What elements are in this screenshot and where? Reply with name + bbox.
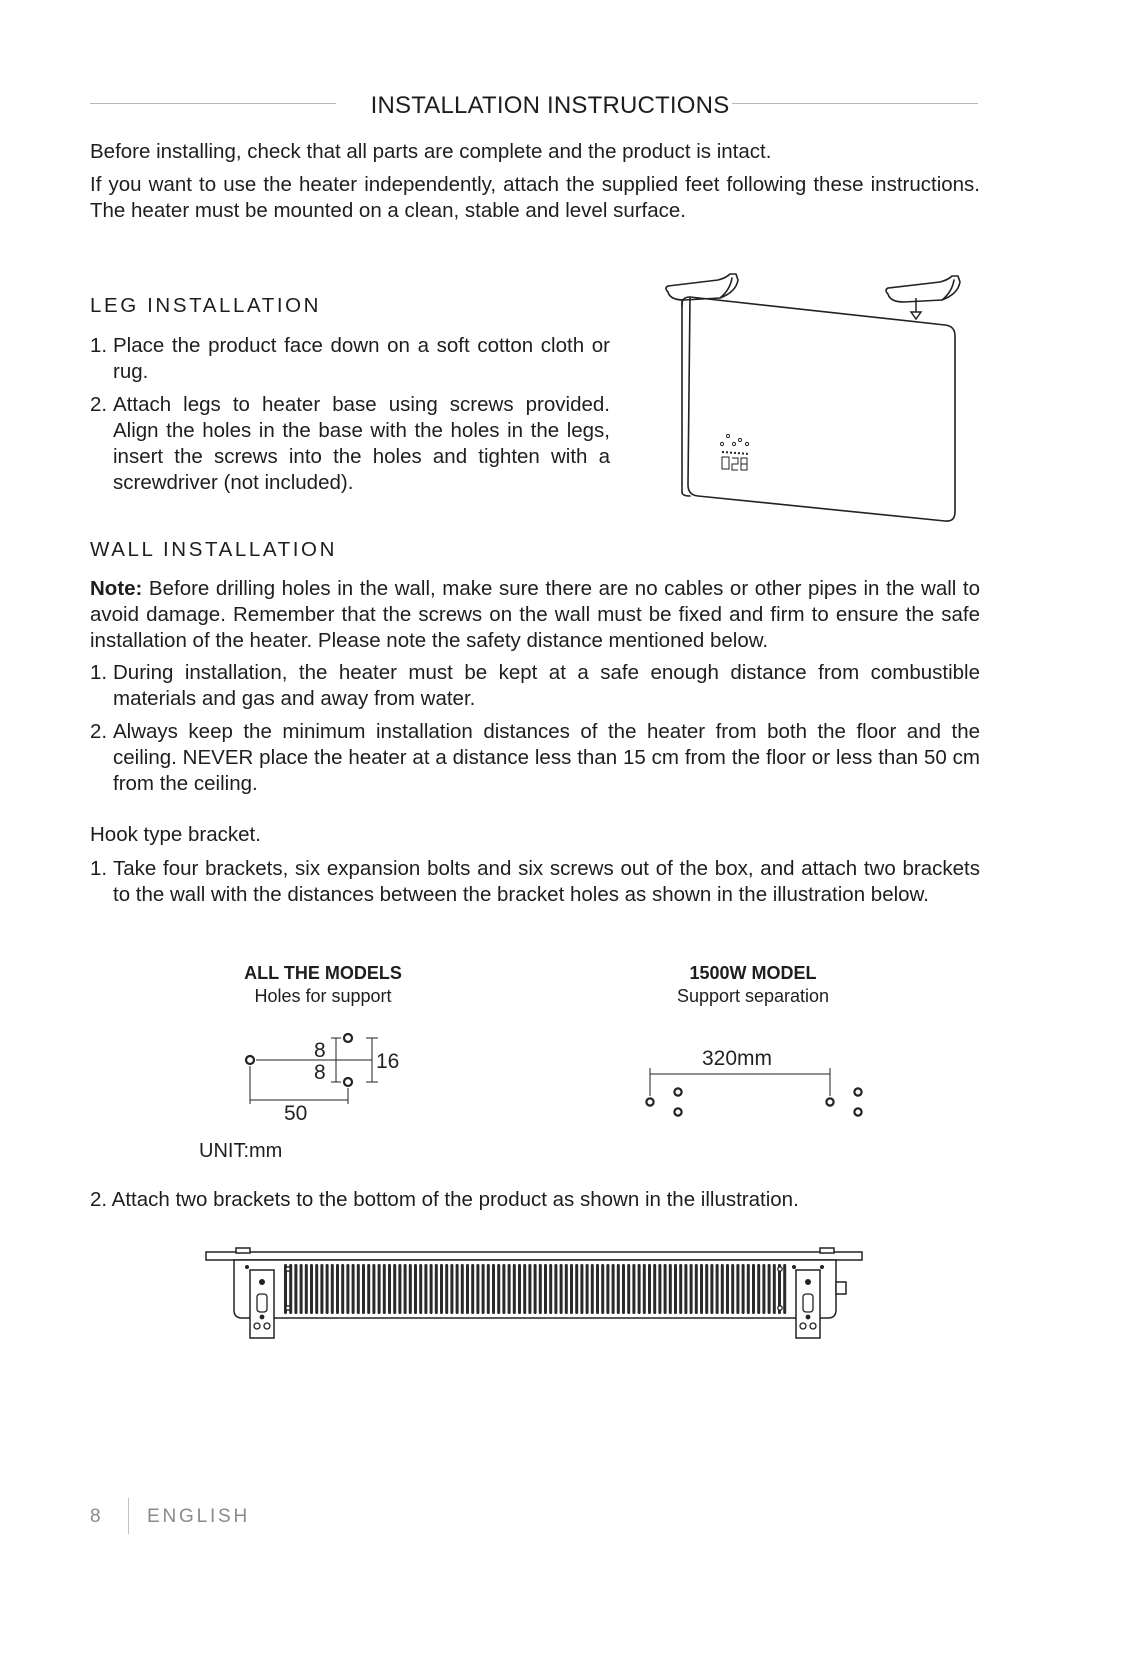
hole (674, 1108, 681, 1115)
vent-slat (352, 1264, 355, 1314)
vent-slat (638, 1264, 641, 1314)
hook-step-2: 2. Attach two brackets to the bottom of the product as shown in the illustration. (90, 1188, 799, 1211)
step-text: Take four brackets, six expansion bolts and six screws out of the box, and attach two brackets to the wall with the distances between the bracket holes as shown in the illustration below. (113, 857, 980, 906)
hole (854, 1088, 861, 1095)
step-number: 2. (90, 720, 108, 743)
note-text: Before drilling holes in the wall, make sure there are no cables or other pipes in the wall to avoid damage. Remember that the screws on the wall must be fixed and firm to ensure the safe installation of the heater. Please note the safety distance mentioned below. (90, 577, 980, 652)
step-number: 2. (90, 393, 108, 416)
hole-left (246, 1056, 254, 1064)
vent-slat (653, 1264, 656, 1314)
vent-slat (643, 1264, 646, 1314)
footer-divider (128, 1498, 129, 1534)
vent-slat (414, 1264, 417, 1314)
leg-steps-list (90, 333, 610, 503)
figure-left-subtitle: Holes for support (254, 986, 392, 1006)
heater-hook-illustration (660, 270, 970, 532)
vent-slat (565, 1264, 568, 1314)
vent-slat (617, 1264, 620, 1314)
vent-slat (305, 1264, 308, 1314)
vent-slat (419, 1264, 422, 1314)
vent-slat (372, 1264, 375, 1314)
vent-slat (580, 1264, 583, 1314)
wall-note (90, 576, 980, 654)
list-item (90, 333, 610, 385)
dim-8-top: 8 (314, 1039, 326, 1062)
vent-slat (560, 1264, 563, 1314)
vent-slat (684, 1264, 687, 1314)
vent-slat (721, 1264, 724, 1314)
vent-slat (742, 1264, 745, 1314)
vent-slat (632, 1264, 635, 1314)
vent-slat (346, 1264, 349, 1314)
heater-bottom-illustration (200, 1242, 870, 1346)
vent-slat (586, 1264, 589, 1314)
vent-slat (492, 1264, 495, 1314)
vent-slat (554, 1264, 557, 1314)
vent-slat (762, 1264, 765, 1314)
figure-right-caption (643, 962, 863, 1008)
vent-slat (424, 1264, 427, 1314)
vent-slat (461, 1264, 464, 1314)
figure-left-title: ALL THE MODELS (244, 963, 402, 983)
vent-slat (664, 1264, 667, 1314)
vent-slat (466, 1264, 469, 1314)
step-text: Place the product face down on a soft cotton cloth or rug. (113, 334, 610, 383)
vent-slat (300, 1264, 303, 1314)
vent-slat (497, 1264, 500, 1314)
hole (826, 1098, 833, 1105)
vent-slat (450, 1264, 453, 1314)
header-rule-left (90, 103, 336, 104)
vent-slat (487, 1264, 490, 1314)
header-rule-right (732, 103, 978, 104)
vent-slat (669, 1264, 672, 1314)
dim-320mm: 320mm (702, 1047, 773, 1070)
vent-slat (679, 1264, 682, 1314)
figure-right-title: 1500W MODEL (689, 963, 817, 983)
control-panel-display (720, 434, 750, 470)
vent-slat (508, 1264, 511, 1314)
vent-slat (404, 1264, 407, 1314)
vent-slat (757, 1264, 760, 1314)
leg-installation-heading: LEG INSTALLATION (90, 294, 322, 317)
vent-slat (674, 1264, 677, 1314)
heater-panel (688, 297, 955, 521)
vent-slat (648, 1264, 651, 1314)
wall-steps-list (90, 660, 980, 804)
vent-slat (591, 1264, 594, 1314)
figure-left-caption (213, 962, 433, 1008)
vent-slat (695, 1264, 698, 1314)
vent-slat (768, 1264, 771, 1314)
vent-slat (310, 1264, 313, 1314)
list-item (90, 719, 980, 797)
intro-paragraph-1: Before installing, check that all parts are complete and the product is intact. (90, 140, 772, 163)
vent-slat (367, 1264, 370, 1314)
hook-steps-list (90, 856, 980, 915)
vent-slat (606, 1264, 609, 1314)
vent-slat (622, 1264, 625, 1314)
vent-slat (398, 1264, 401, 1314)
hole (674, 1088, 681, 1095)
hole (854, 1108, 861, 1115)
hole-bottom (344, 1078, 352, 1086)
vent-slat (320, 1264, 323, 1314)
vent-slat (601, 1264, 604, 1314)
wall-installation-heading: WALL INSTALLATION (90, 538, 337, 561)
vent-slat (362, 1264, 365, 1314)
vent-slat (523, 1264, 526, 1314)
vent-slat (388, 1264, 391, 1314)
vent-slat (435, 1264, 438, 1314)
page-title: INSTALLATION INSTRUCTIONS (370, 92, 730, 119)
footer-language: ENGLISH (147, 1506, 251, 1527)
support-separation-diagram (636, 1040, 876, 1130)
holes-diagram (238, 1028, 408, 1128)
vent-slat (539, 1264, 542, 1314)
left-hook (666, 274, 738, 300)
vent-slat (747, 1264, 750, 1314)
list-item (90, 856, 980, 908)
vent-slat (544, 1264, 547, 1314)
vent-slat (700, 1264, 703, 1314)
vent-slat (518, 1264, 521, 1314)
vent-grille (284, 1264, 786, 1314)
step-text: Always keep the minimum installation distances of the heater from both the floor and the ceiling. NEVER place the heater at a distance less than 15 cm from the floor or less than 50 cm from the ceiling. (113, 720, 980, 795)
vent-slat (471, 1264, 474, 1314)
note-label: Note: (90, 577, 143, 600)
vent-slat (445, 1264, 448, 1314)
list-item (90, 392, 610, 496)
vent-slat (596, 1264, 599, 1314)
vent-slat (773, 1264, 776, 1314)
vent-slat (690, 1264, 693, 1314)
hook-bracket-intro: Hook type bracket. (90, 823, 261, 846)
vent-slat (331, 1264, 334, 1314)
list-item (90, 660, 980, 712)
page-number: 8 (90, 1506, 102, 1527)
vent-slat (783, 1264, 786, 1314)
step-number: 1. (90, 857, 108, 880)
vent-slat (534, 1264, 537, 1314)
vent-slat (341, 1264, 344, 1314)
vent-slat (294, 1264, 297, 1314)
figure-right-subtitle: Support separation (676, 986, 830, 1006)
step-number: 1. (90, 661, 108, 684)
vent-slat (502, 1264, 505, 1314)
step-text: During installation, the heater must be kept at a safe enough distance from combustible materials and gas and away from water. (113, 661, 980, 710)
vent-slat (736, 1264, 739, 1314)
right-hook (886, 276, 960, 302)
vent-slat (731, 1264, 734, 1314)
vent-slat (658, 1264, 661, 1314)
vent-slat (378, 1264, 381, 1314)
unit-label: UNIT:mm (199, 1140, 283, 1162)
hole-top (344, 1034, 352, 1042)
vent-slat (482, 1264, 485, 1314)
vent-slat (752, 1264, 755, 1314)
vent-slat (575, 1264, 578, 1314)
vent-slat (383, 1264, 386, 1314)
vent-slat (315, 1264, 318, 1314)
vent-slat (726, 1264, 729, 1314)
step-number: 1. (90, 334, 108, 357)
vent-slat (440, 1264, 443, 1314)
step-text: Attach legs to heater base using screws provided. Align the holes in the base with the holes in the legs, insert the screws into the holes and tighten with a screwdriver (not included). (113, 393, 610, 494)
vent-slat (336, 1264, 339, 1314)
vent-slat (357, 1264, 360, 1314)
vent-slat (456, 1264, 459, 1314)
dim-50: 50 (284, 1102, 308, 1125)
vent-slat (549, 1264, 552, 1314)
vent-slat (627, 1264, 630, 1314)
intro-paragraph-2: If you want to use the heater independently, attach the supplied feet following these instructions. The heater must be mounted on a clean, stable and level surface. (90, 173, 980, 222)
vent-slat (476, 1264, 479, 1314)
vent-slat (409, 1264, 412, 1314)
vent-slat (570, 1264, 573, 1314)
vent-slat (528, 1264, 531, 1314)
hole (646, 1098, 653, 1105)
vent-slat (513, 1264, 516, 1314)
vent-slat (393, 1264, 396, 1314)
vent-slat (716, 1264, 719, 1314)
vent-slat (710, 1264, 713, 1314)
vent-slat (705, 1264, 708, 1314)
vent-slat (612, 1264, 615, 1314)
dim-16: 16 (376, 1050, 400, 1073)
dim-8-bottom: 8 (314, 1061, 326, 1084)
vent-slat (326, 1264, 329, 1314)
vent-slat (430, 1264, 433, 1314)
